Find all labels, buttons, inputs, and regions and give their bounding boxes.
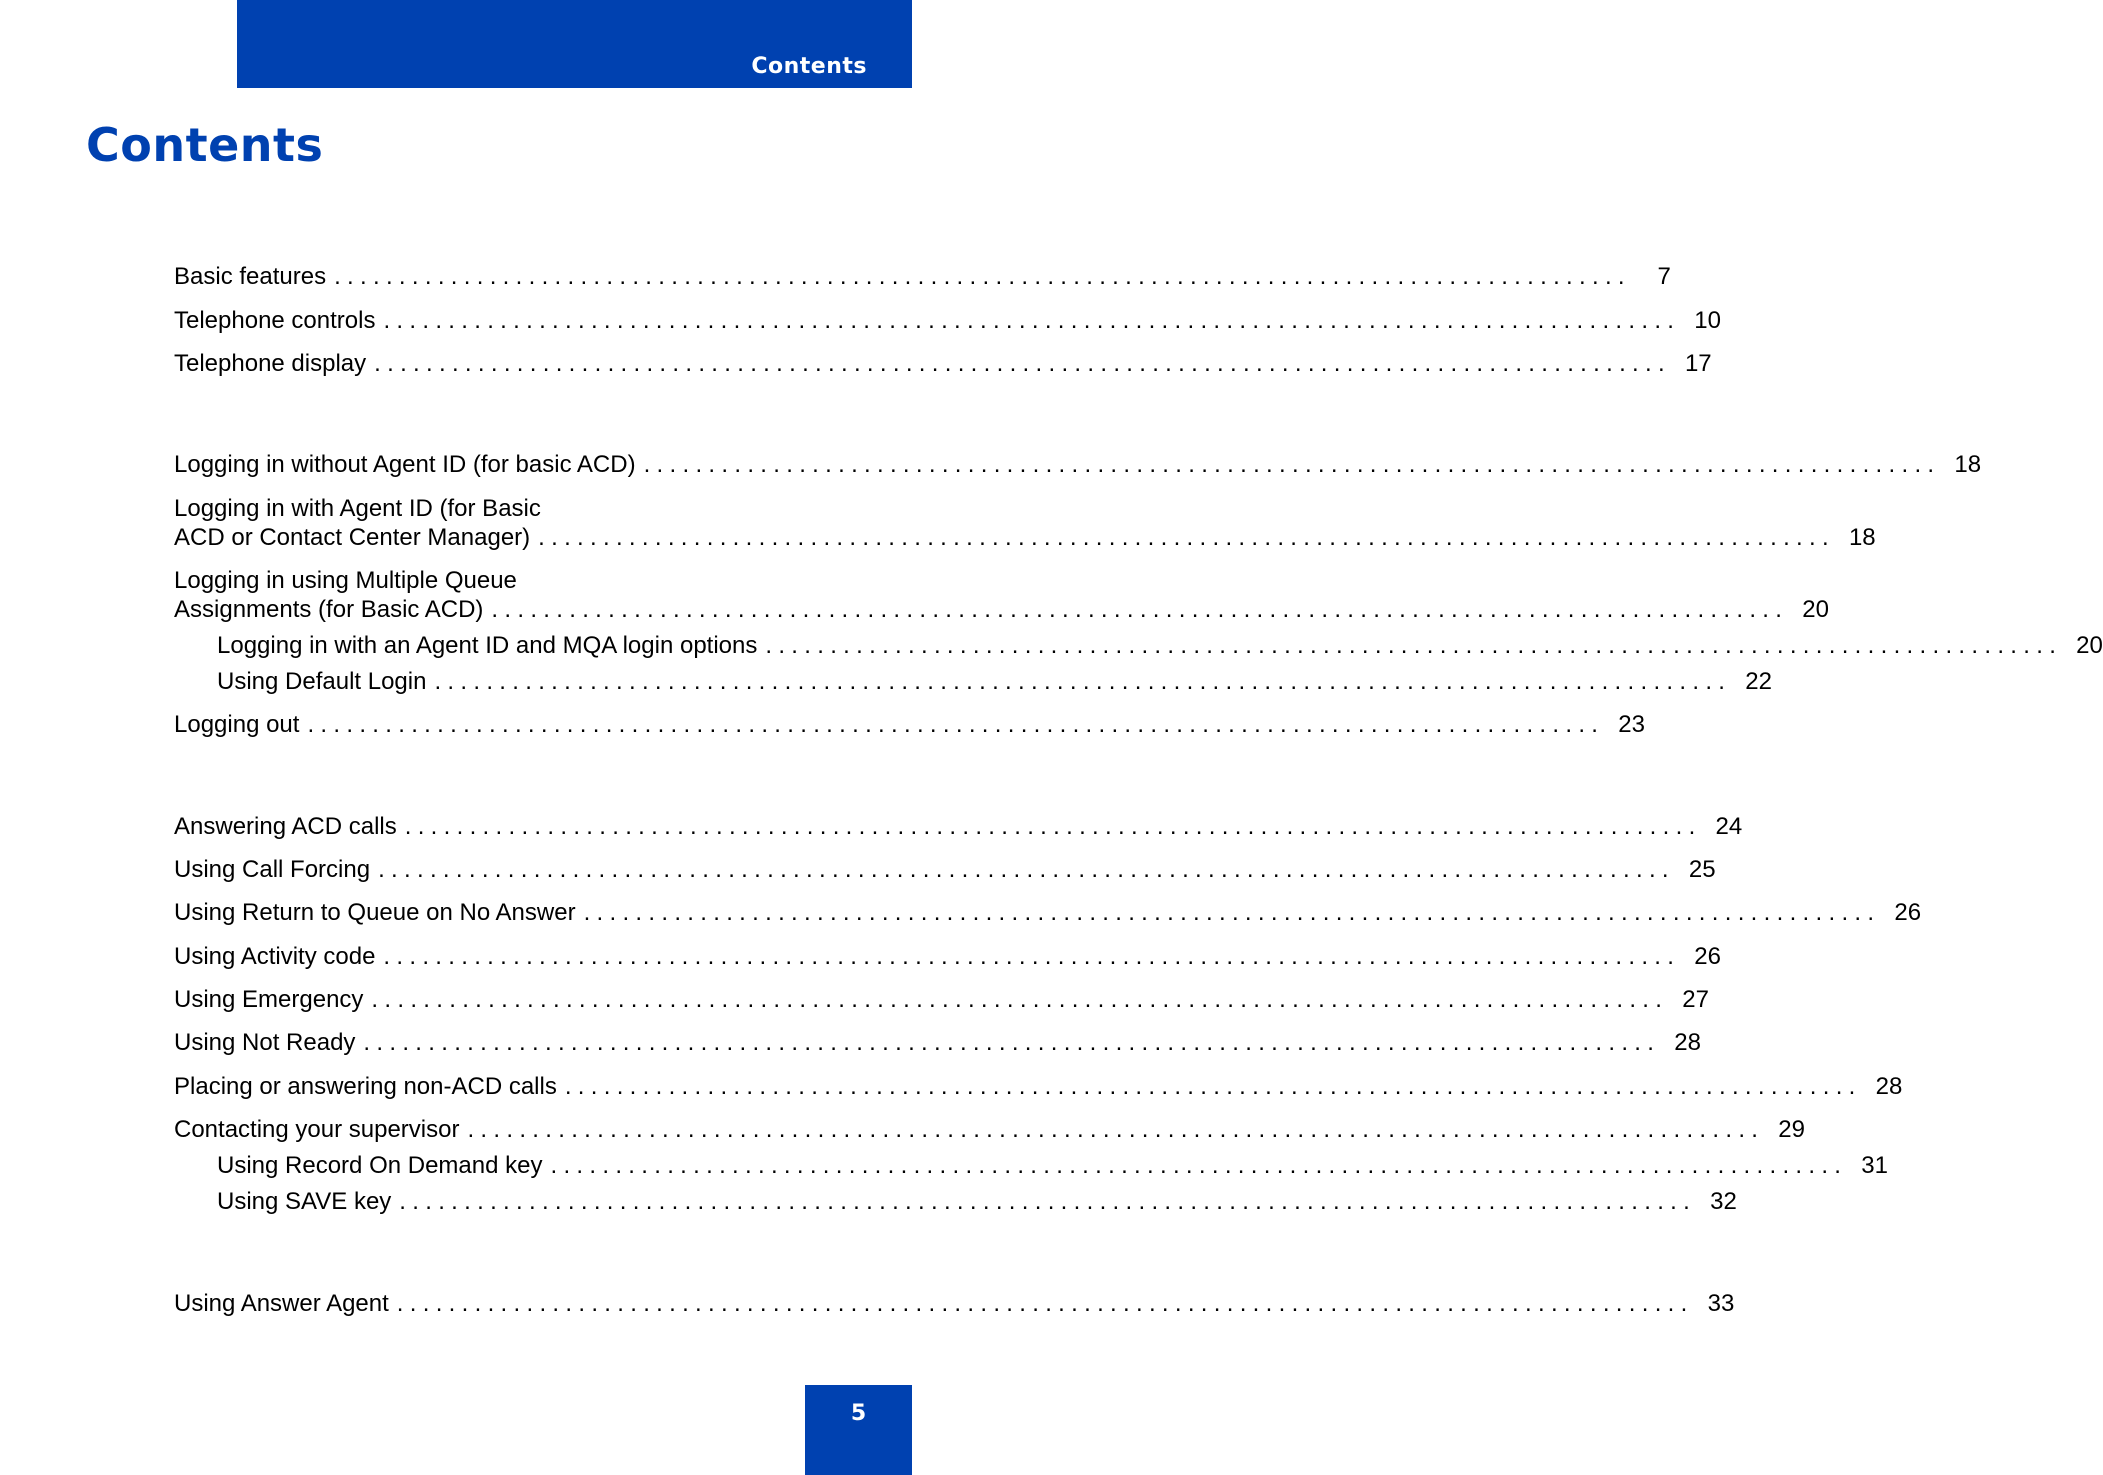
toc-entry-page: 10 [1694,307,1721,334]
toc-entry-page: 20 [2076,632,2103,659]
toc-entry-page: 18 [1954,451,1982,478]
toc-entry-label: Using Default Login [217,668,427,695]
toc-entry-return-to-queue[interactable] [174,898,1922,927]
toc-entry-label: Using Call Forcing [174,856,371,883]
toc-entry-label: Basic features [174,263,327,290]
toc-entry-page: 31 [1861,1152,1888,1179]
toc-entry-label: Logging in without Agent ID (for basic ACD) [174,451,636,478]
toc-entry-label: Assignments (for Basic ACD) [174,596,484,623]
toc-entry-page: 25 [1688,856,1716,883]
dot-leader: .................................................................................................... [378,856,1675,883]
toc-entry-emergency[interactable] [174,985,1709,1014]
toc-entry-label: Answering ACD calls [174,813,397,840]
toc-entry-label: Using Emergency [174,986,364,1013]
dot-leader: .................................................................................................... [550,1152,1848,1179]
toc-entry-label: Contacting your supervisor [174,1116,460,1143]
toc-entry-page: 24 [1715,813,1743,840]
toc-entry-label: ACD or Contact Center Manager) [174,524,531,551]
toc-entry-label: Using SAVE key [217,1188,392,1215]
toc-entry-non-acd-calls[interactable] [174,1072,1903,1101]
toc-entry-label-line1: Logging in with Agent ID (for Basic [174,495,541,522]
toc-entry-label: Telephone controls [174,307,376,334]
toc-entry-label: Logging in with an Agent ID and MQA login options [217,632,758,659]
toc-entry-logging-out[interactable] [174,710,1645,739]
dot-leader: .................................................................................................... [383,943,1681,970]
header-label: Contents [751,54,867,79]
toc-entry-page: 20 [1802,596,1829,623]
dot-leader: .................................................................................................... [374,350,1671,377]
toc-entry-label: Using Record On Demand key [217,1152,543,1179]
dot-leader: .................................................................................................... [404,813,1702,840]
dot-leader: .................................................................................................... [491,596,1789,623]
dot-leader: .................................................................................................... [383,307,1681,334]
toc-entry-page: 29 [1778,1116,1805,1143]
toc-entry-label: Logging out [174,711,300,738]
toc-subentry-record-on-demand[interactable] [217,1151,1888,1180]
toc-entry-page: 23 [1618,711,1645,738]
toc-entry-label: Telephone display [174,350,367,377]
page-title: Contents [86,118,324,172]
dot-leader: .................................................................................................... [434,668,1732,695]
toc-entry-contacting-supervisor[interactable] [174,1115,1805,1144]
toc-subentry-save-key[interactable] [217,1187,1737,1216]
dot-leader: .................................................................................................... [307,711,1605,738]
toc-entry-login-multiple-queue[interactable] [174,566,1829,624]
toc-entry-page: 17 [1684,350,1712,377]
toc-entry-page: 27 [1682,986,1709,1013]
dot-leader: .................................................................................................... [334,263,1631,290]
toc-entry-page: 26 [1894,899,1922,926]
toc-entry-activity-code[interactable] [174,942,1721,971]
toc-entry-label: Using Activity code [174,943,376,970]
dot-leader: .................................................................................................... [399,1188,1697,1215]
toc-entry-page: 32 [1710,1188,1737,1215]
toc-entry-answer-agent[interactable] [174,1289,1735,1318]
toc-entry-call-forcing[interactable] [174,855,1716,884]
toc-entry-page: 33 [1707,1290,1735,1317]
toc-entry-page: 18 [1848,524,1876,551]
dot-leader: .................................................................................................... [765,632,2063,659]
toc-subentry-agent-id-mqa[interactable] [217,631,2103,660]
toc-entry-label-line1: Logging in using Multiple Queue [174,567,517,594]
dot-leader: .................................................................................................... [371,986,1669,1013]
dot-leader: .................................................................................................... [467,1116,1765,1143]
toc-entry-basic-features[interactable] [174,262,1671,291]
toc-entry-page: 28 [1875,1073,1903,1100]
toc-entry-label: Using Not Ready [174,1029,356,1056]
toc-entry-page: 28 [1674,1029,1701,1056]
header-bar [237,0,912,88]
toc-entry-page: 7 [1657,263,1671,290]
toc-entry-label: Placing or answering non-ACD calls [174,1073,557,1100]
dot-leader: .................................................................................................... [363,1029,1661,1056]
toc-entry-login-with-agent-id[interactable] [174,494,1876,552]
footer-page-box [805,1385,912,1475]
toc-entry-login-without-agent-id[interactable] [174,450,1982,479]
dot-leader: .................................................................................................... [564,1073,1862,1100]
toc-entry-telephone-controls[interactable] [174,306,1721,335]
toc-entry-label: Using Return to Queue on No Answer [174,899,576,926]
page-number: 5 [850,1401,867,1426]
toc-entry-label: Using Answer Agent [174,1290,389,1317]
toc-entry-telephone-display[interactable] [174,349,1712,378]
toc-entry-answering-acd-calls[interactable] [174,812,1743,841]
toc-entry-page: 26 [1694,943,1721,970]
dot-leader: .................................................................................................... [538,524,1835,551]
dot-leader: .................................................................................................... [583,899,1881,926]
toc-entry-page: 22 [1745,668,1772,695]
dot-leader: .................................................................................................... [396,1290,1694,1317]
toc-subentry-default-login[interactable] [217,667,1772,696]
toc-entry-not-ready[interactable] [174,1028,1701,1057]
dot-leader: .................................................................................................... [643,451,1941,478]
